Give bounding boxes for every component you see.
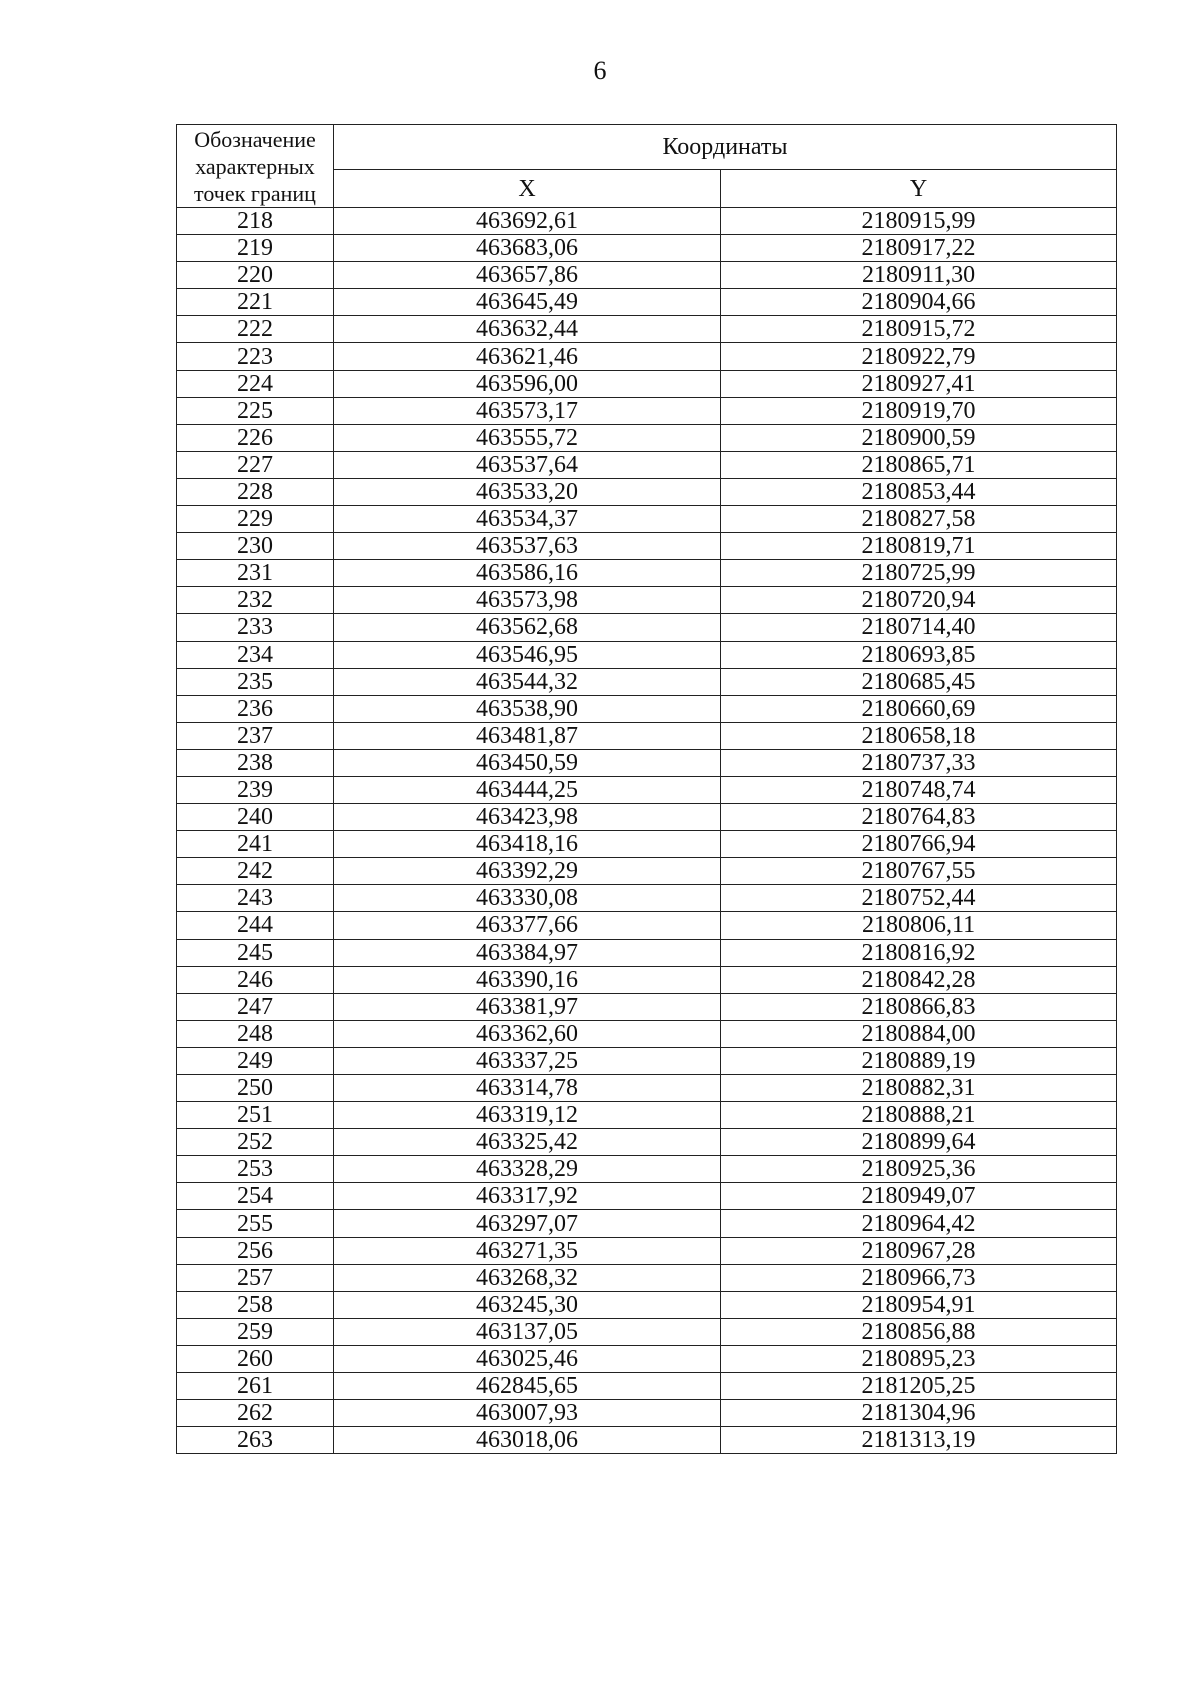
x-coordinate-cell: 463025,46 (334, 1345, 721, 1372)
x-coordinate-cell: 463245,30 (334, 1291, 721, 1318)
x-coordinate-cell: 463645,49 (334, 289, 721, 316)
y-coordinate-cell: 2180904,66 (721, 289, 1117, 316)
y-coordinate-cell: 2180917,22 (721, 235, 1117, 262)
y-coordinate-cell: 2180720,94 (721, 587, 1117, 614)
y-coordinate-cell: 2180764,83 (721, 804, 1117, 831)
x-coordinate-cell: 463325,42 (334, 1129, 721, 1156)
table-row (177, 1210, 1117, 1237)
point-id-cell: 232 (177, 587, 334, 614)
y-coordinate-cell: 2180966,73 (721, 1264, 1117, 1291)
table-row (177, 1075, 1117, 1102)
point-id-cell: 263 (177, 1427, 334, 1454)
page-number: 6 (593, 56, 607, 85)
point-id-cell: 250 (177, 1075, 334, 1102)
y-coordinate-cell: 2180842,28 (721, 966, 1117, 993)
point-id-cell: 256 (177, 1237, 334, 1264)
y-coordinate-cell: 2180748,74 (721, 776, 1117, 803)
point-label-header: Обозначение характерных точек границ (177, 125, 334, 208)
y-coordinate-cell: 2180767,55 (721, 858, 1117, 885)
y-coordinate-cell: 2180927,41 (721, 370, 1117, 397)
table-row (177, 1373, 1117, 1400)
point-id-cell: 244 (177, 912, 334, 939)
x-coordinate-cell: 463573,17 (334, 397, 721, 424)
x-coordinate-cell: 463481,87 (334, 722, 721, 749)
x-coordinate-cell: 463271,35 (334, 1237, 721, 1264)
point-id-cell: 243 (177, 885, 334, 912)
x-coordinate-cell: 463657,86 (334, 262, 721, 289)
y-coordinate-cell: 2180895,23 (721, 1345, 1117, 1372)
x-coordinate-cell: 462845,65 (334, 1373, 721, 1400)
point-id-cell: 260 (177, 1345, 334, 1372)
table-row (177, 993, 1117, 1020)
x-coordinate-cell: 463546,95 (334, 641, 721, 668)
y-coordinate-cell: 2180714,40 (721, 614, 1117, 641)
table-row (177, 641, 1117, 668)
point-id-cell: 233 (177, 614, 334, 641)
point-id-cell: 259 (177, 1318, 334, 1345)
table-row (177, 424, 1117, 451)
table-row (177, 1129, 1117, 1156)
y-coordinate-cell: 2180899,64 (721, 1129, 1117, 1156)
table-row (177, 966, 1117, 993)
point-id-cell: 238 (177, 749, 334, 776)
y-coordinate-cell: 2180915,99 (721, 208, 1117, 235)
y-coordinate-cell: 2180954,91 (721, 1291, 1117, 1318)
point-id-cell: 242 (177, 858, 334, 885)
point-id-cell: 251 (177, 1102, 334, 1129)
table-row (177, 1020, 1117, 1047)
y-coordinate-cell: 2180925,36 (721, 1156, 1117, 1183)
y-coordinate-cell: 2180658,18 (721, 722, 1117, 749)
y-coordinate-cell: 2180882,31 (721, 1075, 1117, 1102)
table-row (177, 533, 1117, 560)
x-coordinate-cell: 463533,20 (334, 478, 721, 505)
table-row (177, 451, 1117, 478)
x-coordinate-cell: 463537,63 (334, 533, 721, 560)
coordinates-group-header: Координаты (334, 125, 1117, 170)
table-row (177, 397, 1117, 424)
table-row (177, 804, 1117, 831)
x-coordinate-cell: 463562,68 (334, 614, 721, 641)
coordinates-table (176, 124, 1117, 1454)
x-coordinate-cell: 463538,90 (334, 695, 721, 722)
y-coordinate-cell: 2180819,71 (721, 533, 1117, 560)
y-coordinate-cell: 2180725,99 (721, 560, 1117, 587)
table-row (177, 1400, 1117, 1427)
table-row (177, 695, 1117, 722)
y-coordinate-cell: 2180967,28 (721, 1237, 1117, 1264)
y-coordinate-cell: 2180900,59 (721, 424, 1117, 451)
y-column-header: Y (721, 170, 1117, 208)
table-row (177, 560, 1117, 587)
y-coordinate-cell: 2180889,19 (721, 1047, 1117, 1074)
table-row (177, 1237, 1117, 1264)
point-id-cell: 227 (177, 451, 334, 478)
x-coordinate-cell: 463319,12 (334, 1102, 721, 1129)
y-coordinate-cell: 2181304,96 (721, 1400, 1117, 1427)
y-coordinate-cell: 2180888,21 (721, 1102, 1117, 1129)
header-row-group (177, 125, 1117, 170)
point-id-cell: 258 (177, 1291, 334, 1318)
x-coordinate-cell: 463544,32 (334, 668, 721, 695)
x-coordinate-cell: 463337,25 (334, 1047, 721, 1074)
x-coordinate-cell: 463418,16 (334, 831, 721, 858)
x-coordinate-cell: 463297,07 (334, 1210, 721, 1237)
table-row (177, 912, 1117, 939)
y-coordinate-cell: 2180853,44 (721, 478, 1117, 505)
x-coordinate-cell: 463314,78 (334, 1075, 721, 1102)
point-id-cell: 249 (177, 1047, 334, 1074)
y-coordinate-cell: 2180915,72 (721, 316, 1117, 343)
table-row (177, 939, 1117, 966)
point-id-cell: 240 (177, 804, 334, 831)
y-coordinate-cell: 2180884,00 (721, 1020, 1117, 1047)
table-row (177, 1345, 1117, 1372)
y-coordinate-cell: 2180856,88 (721, 1318, 1117, 1345)
x-coordinate-cell: 463450,59 (334, 749, 721, 776)
table-row (177, 858, 1117, 885)
x-coordinate-cell: 463392,29 (334, 858, 721, 885)
table-row (177, 1047, 1117, 1074)
y-coordinate-cell: 2180806,11 (721, 912, 1117, 939)
point-id-cell: 226 (177, 424, 334, 451)
x-coordinate-cell: 463444,25 (334, 776, 721, 803)
point-id-cell: 241 (177, 831, 334, 858)
point-id-cell: 231 (177, 560, 334, 587)
table-row (177, 1318, 1117, 1345)
x-coordinate-cell: 463328,29 (334, 1156, 721, 1183)
point-id-cell: 218 (177, 208, 334, 235)
x-coordinate-cell: 463683,06 (334, 235, 721, 262)
table-row (177, 1102, 1117, 1129)
y-coordinate-cell: 2180865,71 (721, 451, 1117, 478)
x-coordinate-cell: 463537,64 (334, 451, 721, 478)
point-id-cell: 245 (177, 939, 334, 966)
x-coordinate-cell: 463692,61 (334, 208, 721, 235)
x-coordinate-cell: 463007,93 (334, 1400, 721, 1427)
table-row (177, 1264, 1117, 1291)
x-coordinate-cell: 463555,72 (334, 424, 721, 451)
point-id-cell: 255 (177, 1210, 334, 1237)
table-row (177, 1427, 1117, 1454)
point-id-cell: 228 (177, 478, 334, 505)
x-coordinate-cell: 463423,98 (334, 804, 721, 831)
y-coordinate-cell: 2180827,58 (721, 506, 1117, 533)
point-id-cell: 236 (177, 695, 334, 722)
point-id-cell: 262 (177, 1400, 334, 1427)
table-row (177, 370, 1117, 397)
y-coordinate-cell: 2180866,83 (721, 993, 1117, 1020)
table-row (177, 722, 1117, 749)
y-coordinate-cell: 2180964,42 (721, 1210, 1117, 1237)
point-id-cell: 246 (177, 966, 334, 993)
point-id-cell: 222 (177, 316, 334, 343)
table-row (177, 478, 1117, 505)
point-id-cell: 221 (177, 289, 334, 316)
point-id-cell: 225 (177, 397, 334, 424)
point-id-cell: 252 (177, 1129, 334, 1156)
table-row (177, 668, 1117, 695)
table-row (177, 289, 1117, 316)
y-coordinate-cell: 2180919,70 (721, 397, 1117, 424)
x-coordinate-cell: 463362,60 (334, 1020, 721, 1047)
y-coordinate-cell: 2180816,92 (721, 939, 1117, 966)
x-coordinate-cell: 463534,37 (334, 506, 721, 533)
point-id-cell: 223 (177, 343, 334, 370)
y-coordinate-cell: 2180752,44 (721, 885, 1117, 912)
y-coordinate-cell: 2180737,33 (721, 749, 1117, 776)
point-id-cell: 253 (177, 1156, 334, 1183)
table-row (177, 208, 1117, 235)
x-coordinate-cell: 463137,05 (334, 1318, 721, 1345)
y-coordinate-cell: 2180766,94 (721, 831, 1117, 858)
point-id-cell: 234 (177, 641, 334, 668)
x-coordinate-cell: 463268,32 (334, 1264, 721, 1291)
x-column-header: X (334, 170, 721, 208)
table-row (177, 831, 1117, 858)
x-coordinate-cell: 463390,16 (334, 966, 721, 993)
table-row (177, 587, 1117, 614)
x-coordinate-cell: 463330,08 (334, 885, 721, 912)
point-id-cell: 261 (177, 1373, 334, 1400)
y-coordinate-cell: 2181205,25 (721, 1373, 1117, 1400)
x-coordinate-cell: 463632,44 (334, 316, 721, 343)
point-id-cell: 229 (177, 506, 334, 533)
table-row (177, 316, 1117, 343)
table-row (177, 343, 1117, 370)
table-header (177, 125, 1117, 208)
x-coordinate-cell: 463377,66 (334, 912, 721, 939)
y-coordinate-cell: 2180660,69 (721, 695, 1117, 722)
x-coordinate-cell: 463573,98 (334, 587, 721, 614)
x-coordinate-cell: 463384,97 (334, 939, 721, 966)
x-coordinate-cell: 463018,06 (334, 1427, 721, 1454)
x-coordinate-cell: 463586,16 (334, 560, 721, 587)
table-row (177, 1291, 1117, 1318)
point-id-cell: 247 (177, 993, 334, 1020)
point-id-cell: 248 (177, 1020, 334, 1047)
x-coordinate-cell: 463317,92 (334, 1183, 721, 1210)
table-row (177, 1183, 1117, 1210)
table-row (177, 776, 1117, 803)
point-id-cell: 219 (177, 235, 334, 262)
y-coordinate-cell: 2180911,30 (721, 262, 1117, 289)
point-id-cell: 237 (177, 722, 334, 749)
point-id-cell: 239 (177, 776, 334, 803)
table-row (177, 262, 1117, 289)
y-coordinate-cell: 2180685,45 (721, 668, 1117, 695)
table-row (177, 506, 1117, 533)
y-coordinate-cell: 2181313,19 (721, 1427, 1117, 1454)
table-row (177, 749, 1117, 776)
point-id-cell: 254 (177, 1183, 334, 1210)
x-coordinate-cell: 463381,97 (334, 993, 721, 1020)
point-id-cell: 224 (177, 370, 334, 397)
point-id-cell: 235 (177, 668, 334, 695)
y-coordinate-cell: 2180693,85 (721, 641, 1117, 668)
point-id-cell: 220 (177, 262, 334, 289)
y-coordinate-cell: 2180922,79 (721, 343, 1117, 370)
table-row (177, 885, 1117, 912)
table-row (177, 1156, 1117, 1183)
table-body (177, 208, 1117, 1454)
x-coordinate-cell: 463621,46 (334, 343, 721, 370)
table-row (177, 614, 1117, 641)
table-row (177, 235, 1117, 262)
x-coordinate-cell: 463596,00 (334, 370, 721, 397)
y-coordinate-cell: 2180949,07 (721, 1183, 1117, 1210)
point-id-cell: 257 (177, 1264, 334, 1291)
point-id-cell: 230 (177, 533, 334, 560)
